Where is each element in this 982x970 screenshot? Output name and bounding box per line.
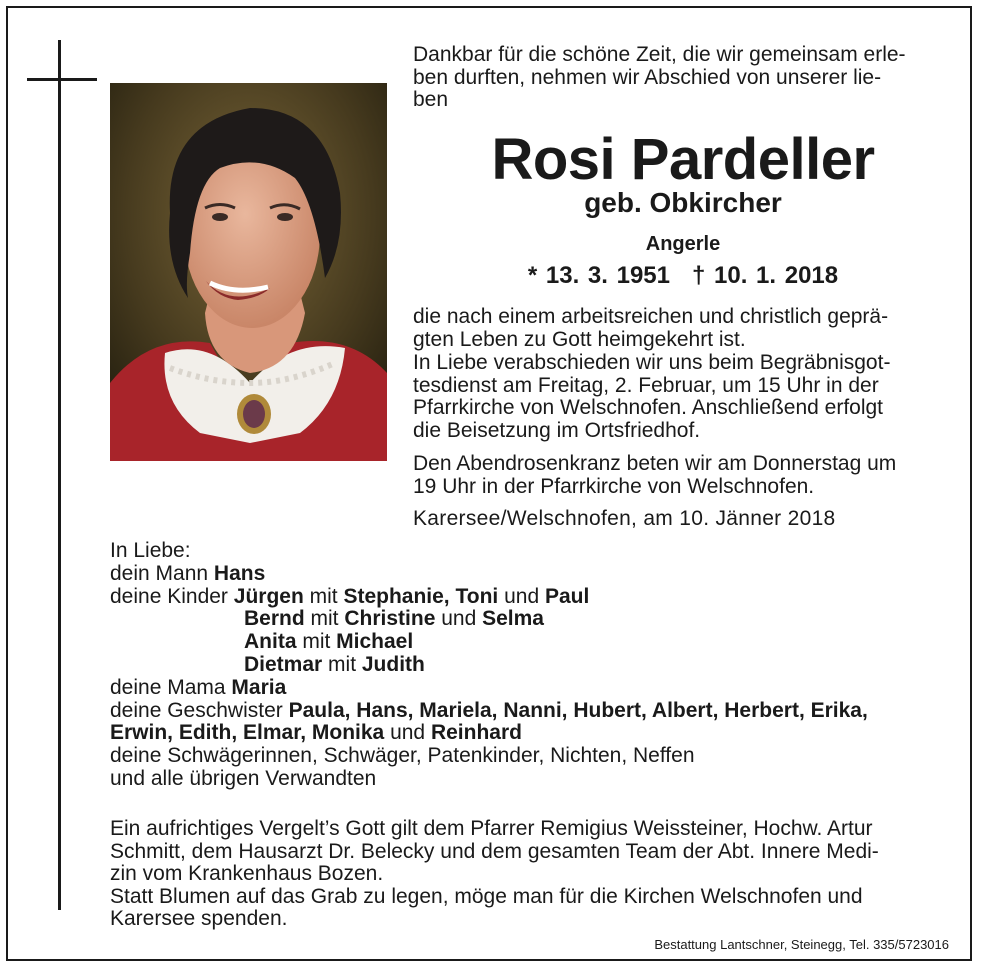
mourner-line [110, 654, 868, 677]
thanks-text [110, 818, 879, 931]
mourner-line [110, 700, 868, 723]
paragraph-line: gten Leben zu Gott heimgekehrt ist. [413, 327, 746, 351]
text-span: Reinhard [430, 721, 522, 745]
text-span: mit [303, 584, 344, 608]
mourners-heading: In Liebe: [110, 539, 191, 562]
text-span: Paul [544, 584, 590, 608]
paragraph-line: die Beisetzung im Ortsfriedhof. [413, 418, 701, 442]
flowers-line: Statt Blumen auf das Grab zu legen, möge man für die Kirchen Welschnofen und [110, 884, 863, 908]
thanks-line: zin vom Krankenhaus Bozen. [110, 862, 384, 885]
portrait-illustration [110, 83, 387, 461]
text-span: Paula, Hans, Mariela, Nanni, Hubert, Albert, Herbert, Erika, [288, 698, 868, 722]
text-span: Dietmar [244, 652, 323, 676]
paragraph-line: die nach einem arbeitsreichen und christlich geprä- [413, 305, 889, 328]
mourner-line: und alle übrigen Verwandten [110, 766, 377, 790]
death-date: † 10. 1. 2018 [692, 262, 839, 289]
text-span: Erwin, Edith, Elmar, Monika [110, 721, 385, 745]
text-span: Judith [361, 652, 425, 676]
intro-line: ben [413, 88, 449, 111]
paragraph-rosary [413, 453, 953, 498]
text-span: Selma [482, 607, 544, 631]
maiden-name: geb. Obkircher [584, 187, 782, 218]
text-span: und [498, 584, 545, 608]
mourner-line [110, 608, 868, 631]
thanks-line: Ein aufrichtiges Vergelt’s Gott gilt dem Pfarrer Remigius Weissteiner, Hochw. Artur [110, 817, 873, 840]
text-span: Michael [336, 630, 414, 654]
mourner-line: deine Schwägerinnen, Schwäger, Patenkinder, Nichten, Neffen [110, 744, 695, 768]
text-span: mit [296, 630, 337, 654]
mourner-line [110, 677, 868, 700]
mourner-line [110, 631, 868, 654]
cross-icon-horizontal [27, 78, 97, 81]
funeral-home-credit: Bestattung Lantschner, Steinegg, Tel. 335/5723016 [654, 937, 949, 952]
text-span: Christine [344, 607, 436, 631]
thanks-line: Schmitt, dem Hausarzt Dr. Belecky und dem gesamten Team der Abt. Innere Medi- [110, 839, 879, 863]
farm-name: Angerle [645, 233, 721, 255]
paragraph-life [413, 306, 953, 351]
mourner-line [110, 563, 868, 586]
portrait-photo [110, 83, 387, 461]
paragraph-line: Den Abendrosenkranz beten wir am Donnerstag um [413, 452, 897, 475]
intro-line: Dankbar für die schöne Zeit, die wir gemeinsam erle- [413, 43, 906, 66]
text-span: dein Mann [110, 561, 214, 585]
text-span: deine Geschwister [110, 698, 289, 722]
intro-text [413, 44, 953, 112]
text-span: Hans [213, 561, 266, 585]
paragraph-line: Pfarrkirche von Welschnofen. Anschließend erfolgt [413, 396, 884, 419]
text-span: Bernd [244, 607, 305, 631]
text-span: und [435, 607, 483, 631]
paragraph-line: In Liebe verabschieden wir uns beim Begräbnisgot- [413, 351, 891, 374]
paragraph-line: tesdienst am Freitag, 2. Februar, um 15 Uhr in der [413, 373, 879, 397]
birth-date: * 13. 3. 1951 [527, 262, 670, 289]
text-span: Maria [231, 675, 287, 699]
mourner-line [110, 586, 868, 609]
text-span: deine Kinder [110, 584, 234, 608]
paragraph-line: 19 Uhr in der Pfarrkirche von Welschnofen. [413, 474, 815, 498]
location-date: Karersee/Welschnofen, am 10. Jänner 2018 [413, 507, 836, 530]
text-span: Anita [244, 630, 297, 654]
mourner-line [110, 722, 868, 745]
deceased-name: Rosi Pardeller [491, 127, 875, 192]
text-span: und [384, 721, 431, 745]
cross-icon-vertical [58, 40, 61, 910]
intro-line: ben durften, nehmen wir Abschied von unserer lie- [413, 65, 882, 89]
text-span: mit [304, 607, 345, 631]
text-span: deine Mama [110, 675, 232, 699]
text-span: Stephanie, Toni [343, 584, 499, 608]
text-span: Jürgen [233, 584, 304, 608]
paragraph-funeral [413, 352, 953, 442]
mourners-list [110, 540, 868, 791]
life-dates [413, 261, 953, 291]
text-span: mit [322, 652, 362, 676]
flowers-line: Karersee spenden. [110, 907, 288, 930]
